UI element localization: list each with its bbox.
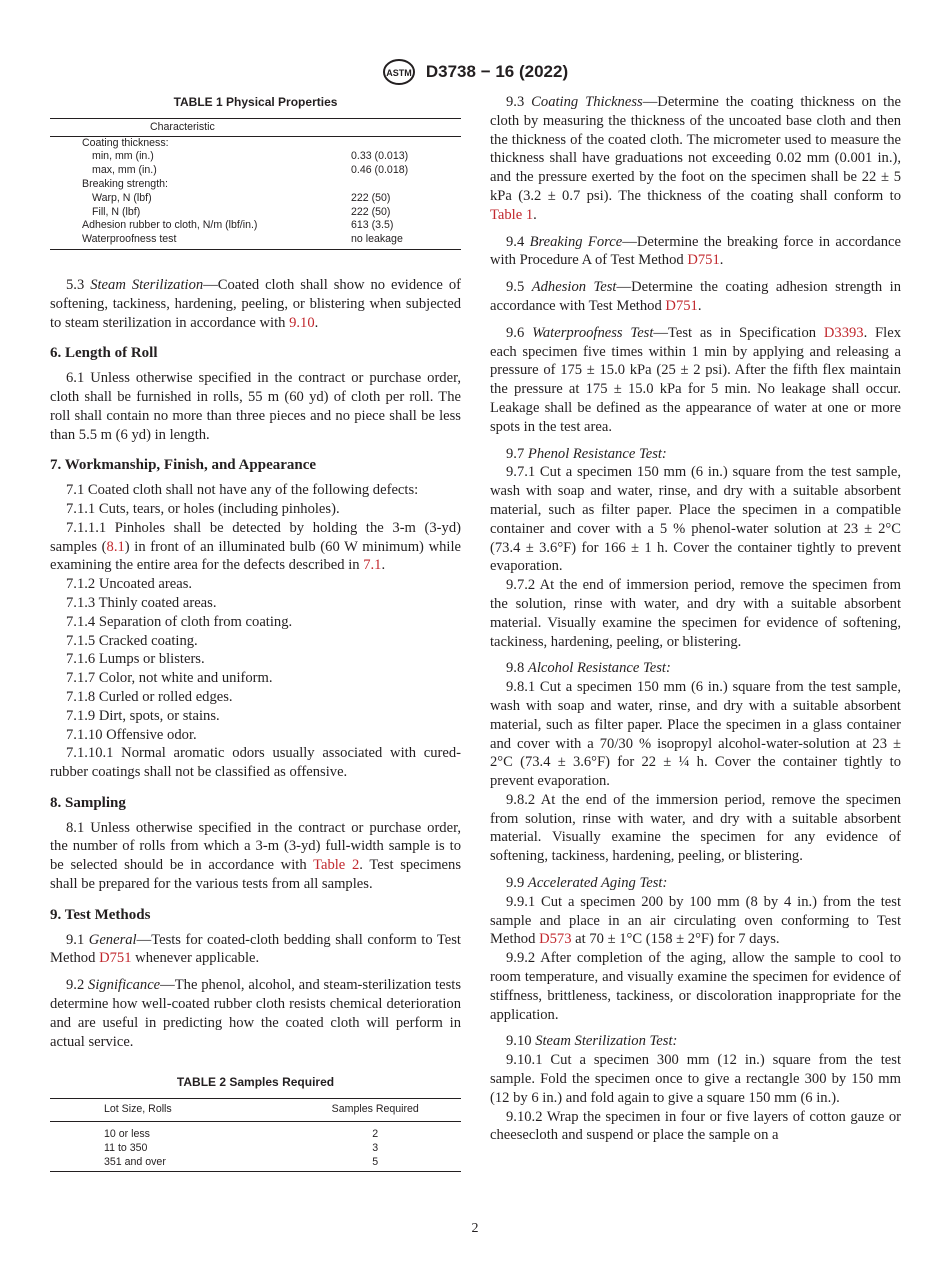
page-header xyxy=(0,58,950,86)
section-9-7: 9.7 Phenol Resistance Test: xyxy=(506,445,667,462)
heading-length-of-roll: 6. Length of Roll xyxy=(50,345,158,362)
ref-table-2-link[interactable]: Table 2 xyxy=(313,857,360,874)
table-row: Coating thickness: xyxy=(82,136,169,149)
section-9-7-2: 9.7.2 At the end of immersion period, remove the specimen from the solution, rinse with water, and dry with a suitable absorbent material. Visually examine the specimen for evidence of softening, tackiness, hardening, peeling, or blistering. xyxy=(490,577,901,650)
list-item: 7.1.3 Thinly coated areas. xyxy=(66,594,217,611)
list-item: 7.1.4 Separation of cloth from coating. xyxy=(66,613,293,630)
table-row: 10 or less 2 xyxy=(104,1128,379,1141)
ref-d573-link[interactable]: D573 xyxy=(539,931,572,948)
section-9-9-1: 9.9.1 Cut a specimen 200 by 100 mm (8 by 4 in.) from the test sample and place in an air circulating oven conforming to Test Method D573 at 70 ± 1°C (158 ± 2°F) for 7 days. xyxy=(490,893,901,948)
table2-caption: TABLE 2 Samples Required xyxy=(176,1075,335,1090)
list-item: 7.1.10 Offensive odor. xyxy=(66,726,197,743)
table-row: Fill, N (lbf) 222 (50) xyxy=(92,205,391,218)
section-6-1: 6.1 Unless otherwise specified in the contract or purchase order, cloth shall be furnished in rolls, 55 m (60 yd) of cloth per roll. The roll shall contain no more than three pieces and no piece shall be less than 5.5 m (6 yd) in length. xyxy=(50,370,461,443)
heading-workmanship: 7. Workmanship, Finish, and Appearance xyxy=(50,457,317,474)
table-row: min, mm (in.) 0.33 (0.013) xyxy=(92,150,409,163)
table-row: Breaking strength: xyxy=(82,177,168,190)
section-7-1-10-1: 7.1.10.1 Normal aromatic odors usually associated with cured-rubber coatings shall not be classified as offensive. xyxy=(50,745,461,781)
table-row: Warp, N (lbf) 222 (50) xyxy=(92,191,391,204)
ref-8-1-link[interactable]: 8.1 xyxy=(106,538,125,555)
section-5-3: 5.3 Steam Sterilization—Coated cloth shall show no evidence of softening, tackiness, hardening, peeling, or blistering when subjected to steam sterilization in accordance with 9.10. xyxy=(50,276,461,331)
page-number: 2 xyxy=(471,1221,479,1236)
table-row: max, mm (in.) 0.46 (0.018) xyxy=(92,164,409,177)
list-item: 7.1.7 Color, not white and uniform. xyxy=(66,670,273,687)
section-9-9-2: 9.9.2 After completion of the aging, allow the sample to cool to room temperature, and visually examine the specimen for evidence of stiffness, brittleness, tackiness, or discoloration inappropriate for the application. xyxy=(490,950,901,1023)
heading-test-methods: 9. Test Methods xyxy=(50,906,151,923)
table1-caption: TABLE 1 Physical Properties xyxy=(173,95,338,109)
table1-physical-properties xyxy=(50,118,461,250)
list-item: 7.1.9 Dirt, spots, or stains. xyxy=(66,707,220,724)
svg-text:ASTM: ASTM xyxy=(386,68,412,78)
list-item: 7.1.8 Curled or rolled edges. xyxy=(66,688,233,705)
astm-logo-icon xyxy=(382,58,416,86)
section-7-1: 7.1 Coated cloth shall not have any of the following defects: xyxy=(66,482,419,499)
list-item: 7.1.2 Uncoated areas. xyxy=(66,576,193,593)
section-9-8: 9.8 Alcohol Resistance Test: xyxy=(506,660,671,677)
table-row: Waterproofness test no leakage xyxy=(50,233,461,249)
section-9-10-1: 9.10.1 Cut a specimen 300 mm (12 in.) square from the test sample. Fold the specimen once to give a rectangle 300 by 150 mm (12 by 6 in.) and fold again to give a square 150 mm (6 in.). xyxy=(490,1052,901,1106)
section-9-8-2: 9.8.2 At the end of the immersion period, remove the specimen from solution, rinse with water, and dry with a suitable absorbent material. Visually examine the specimen for any evidence of softening, tackiness, hardening, peeling, or blistering. xyxy=(490,791,901,865)
section-9-9: 9.9 Accelerated Aging Test: xyxy=(506,875,668,892)
section-9-5: 9.5 Adhesion Test—Determine the coating adhesion strength in accordance with Test Method D751. xyxy=(490,279,901,314)
section-9-2: 9.2 Significance—The phenol, alcohol, and steam-sterilization tests determine how well-coated rubber cloth resists chemical deterioration and are useful in predicting how the coated cloth will perform in actual service. xyxy=(50,977,461,1050)
ref-d751-link[interactable]: D751 xyxy=(665,297,698,314)
list-item: 7.1.5 Cracked coating. xyxy=(66,632,198,649)
table-row: Adhesion rubber to cloth, N/m (lbf/in.) 613 (3.5) xyxy=(82,219,394,232)
section-9-3: 9.3 Coating Thickness—Determine the coating thickness on the cloth by measuring the thickness of the uncoated base cloth and then the thickness of the coated cloth. The micrometer used to measure the thickness shall have graduations not exceeding 0.02 mm (0.001 in.), and the pressure exerted by the foot on the specimen shall be 22 ± 5 kPa (3.2 ± 0.7 psi). The thickness of the coating shall conform to Table 1. xyxy=(490,94,901,223)
section-9-6: 9.6 Waterproofness Test—Test as in Specification D3393. Flex each specimen five times within 1 min by applying and releasing a pressure of 175 ± 15.0 kPa (25 ± 2 psi). After the fifth flex maintain the pressure at 175 ± 15.0 kPa for 5 min. No leakage shall occur. Leakage shall be defined as the appearance of water at one or more spots in the test area. xyxy=(490,324,901,435)
section-7-1-1-1: 7.1.1.1 Pinholes shall be detected by holding the 3-m (3-yd) samples (8.1) in front of an illuminated bulb (60 W minimum) while examining the entire area for the defects described in 7.1. xyxy=(50,519,461,574)
ref-7-1-link[interactable]: 7.1 xyxy=(363,557,382,574)
table2-col-lot: Lot Size, Rolls xyxy=(50,1099,290,1122)
ref-d751-link[interactable]: D751 xyxy=(687,252,720,269)
heading-sampling: 8. Sampling xyxy=(50,794,126,811)
section-9-7-1: 9.7.1 Cut a specimen 150 mm (6 in.) square from the test sample, wash with soap and water, rinse, and dry with a suitable absorbent material, such as filter paper. Place the specimen in a compatible container and cover with a 5 % phenol-water solution at 23 ± 2°C (73.4 ± 3.6°F) for 166 ± 1 h. Cover the container tightly to prevent evaporation. xyxy=(490,464,901,575)
section-9-10-2: 9.10.2 Wrap the specimen in four or five layers of cotton gauze or cheesecloth and suspend or place the sample on a xyxy=(490,1108,901,1144)
section-9-10: 9.10 Steam Sterilization Test: xyxy=(506,1033,678,1050)
section-9-4: 9.4 Breaking Force—Determine the breaking force in accordance with Procedure A of Test Method D751. xyxy=(490,233,902,269)
table-row: 11 to 350 3 xyxy=(104,1141,379,1154)
ref-d751-link[interactable]: D751 xyxy=(99,950,132,967)
section-9-8-1: 9.8.1 Cut a specimen 150 mm (6 in.) square from the test sample, wash with soap and water, rinse, and dry with a suitable absorbent material, such as filter paper. Place the specimen in a glass container and cover with a 70/30 % isopropyl alcohol-water-solution at 23 ± 2°C (73.4 ± 3.6°F) for 22 ± ¼ h. Cover the container tightly to prevent evaporation. xyxy=(490,679,901,790)
list-item: 7.1.6 Lumps or blisters. xyxy=(66,651,205,668)
ref-9-10-link[interactable]: 9.10 xyxy=(289,314,315,331)
table1-header: Characteristic xyxy=(50,118,461,136)
document-designation: D3738 − 16 (2022) xyxy=(425,62,569,81)
section-8-1: 8.1 Unless otherwise specified in the contract or purchase order, the number of rolls from which a 3-m (3-yd) full-width sample is to be selected should be in accordance with Table 2. Test specimens shall be prepared for the various tests from all samples. xyxy=(50,819,461,893)
right-column xyxy=(490,93,901,1145)
table2-col-samples: Samples Required xyxy=(290,1099,462,1122)
left-column xyxy=(50,93,461,1172)
table2-samples-required xyxy=(50,1098,461,1172)
ref-table-1-link[interactable]: Table 1 xyxy=(490,206,534,223)
ref-d3393-link[interactable]: D3393 xyxy=(823,324,864,341)
section-7-1-1: 7.1.1 Cuts, tears, or holes (including pinholes). xyxy=(66,500,340,517)
section-9-1: 9.1 General—Tests for coated-cloth bedding shall conform to Test Method D751 whenever applicable. xyxy=(50,931,461,967)
table-row: 351 and over 5 xyxy=(50,1156,461,1172)
